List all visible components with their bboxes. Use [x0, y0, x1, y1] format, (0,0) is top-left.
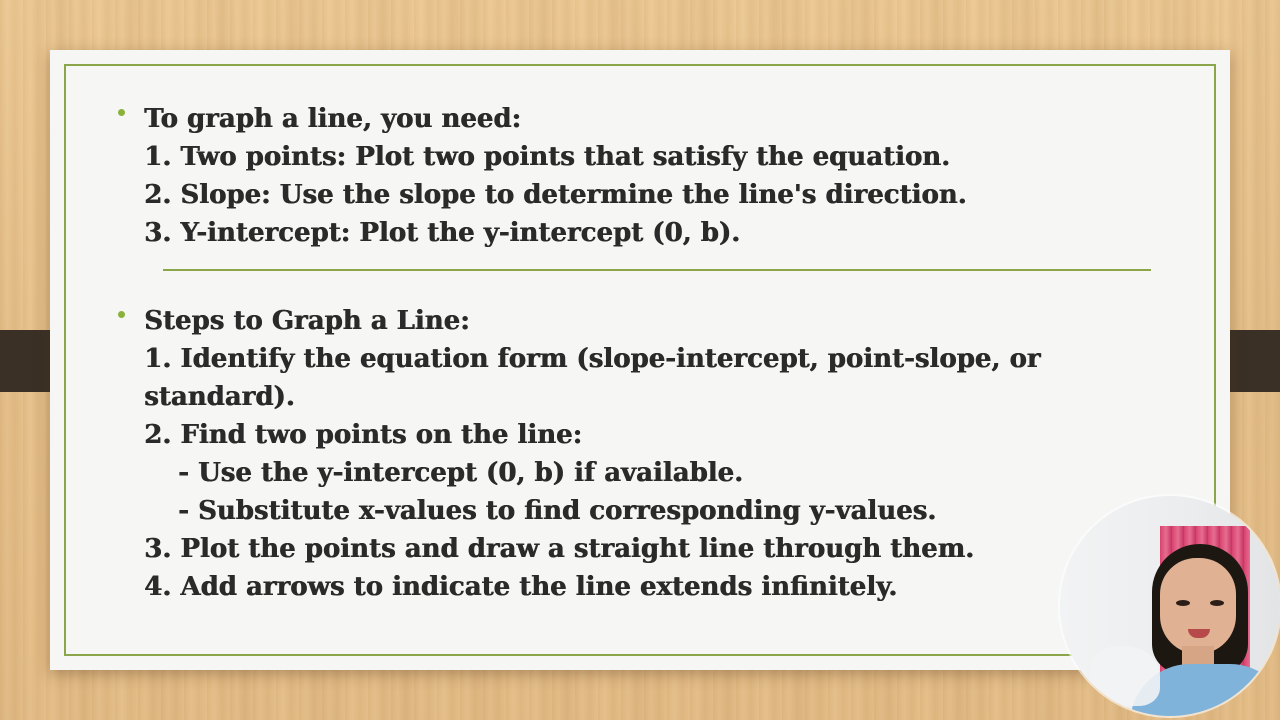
presenter-hand: [1090, 646, 1160, 706]
slide-frame: [64, 64, 1216, 656]
presenter-eye-left: [1176, 600, 1190, 606]
section-heading: To graph a line, you need:: [144, 104, 521, 134]
list-item: 2. Slope: Use the slope to determine the line's direction.: [144, 180, 967, 210]
list-item: 1. Two points: Plot two points that satisfy the equation.: [144, 142, 951, 172]
list-item: 2. Find two points on the line:: [144, 420, 583, 450]
section-heading: Steps to Graph a Line:: [144, 306, 470, 336]
bullet-section-steps: [144, 302, 1144, 606]
list-item: 1. Identify the equation form (slope-intercept, point-slope, or: [144, 344, 1041, 374]
list-subitem: - Substitute x-values to find corresponding y-values.: [178, 496, 937, 526]
list-subitem: - Use the y-intercept (0, b) if available.: [178, 458, 743, 488]
presenter-face: [1160, 558, 1236, 654]
section-divider: [163, 269, 1151, 271]
bullet-dot-icon: [118, 311, 125, 318]
list-item: standard).: [144, 382, 295, 412]
list-item: 3. Y-intercept: Plot the y-intercept (0, b).: [144, 218, 741, 248]
presenter-eye-right: [1210, 600, 1224, 606]
list-item: 3. Plot the points and draw a straight line through them.: [144, 534, 975, 564]
bullet-section-requirements: [144, 100, 1144, 252]
bullet-dot-icon: [118, 109, 125, 116]
list-item: 4. Add arrows to indicate the line extends infinitely.: [144, 572, 898, 602]
slide-card: [50, 50, 1230, 670]
presenter-webcam: [1060, 496, 1280, 716]
